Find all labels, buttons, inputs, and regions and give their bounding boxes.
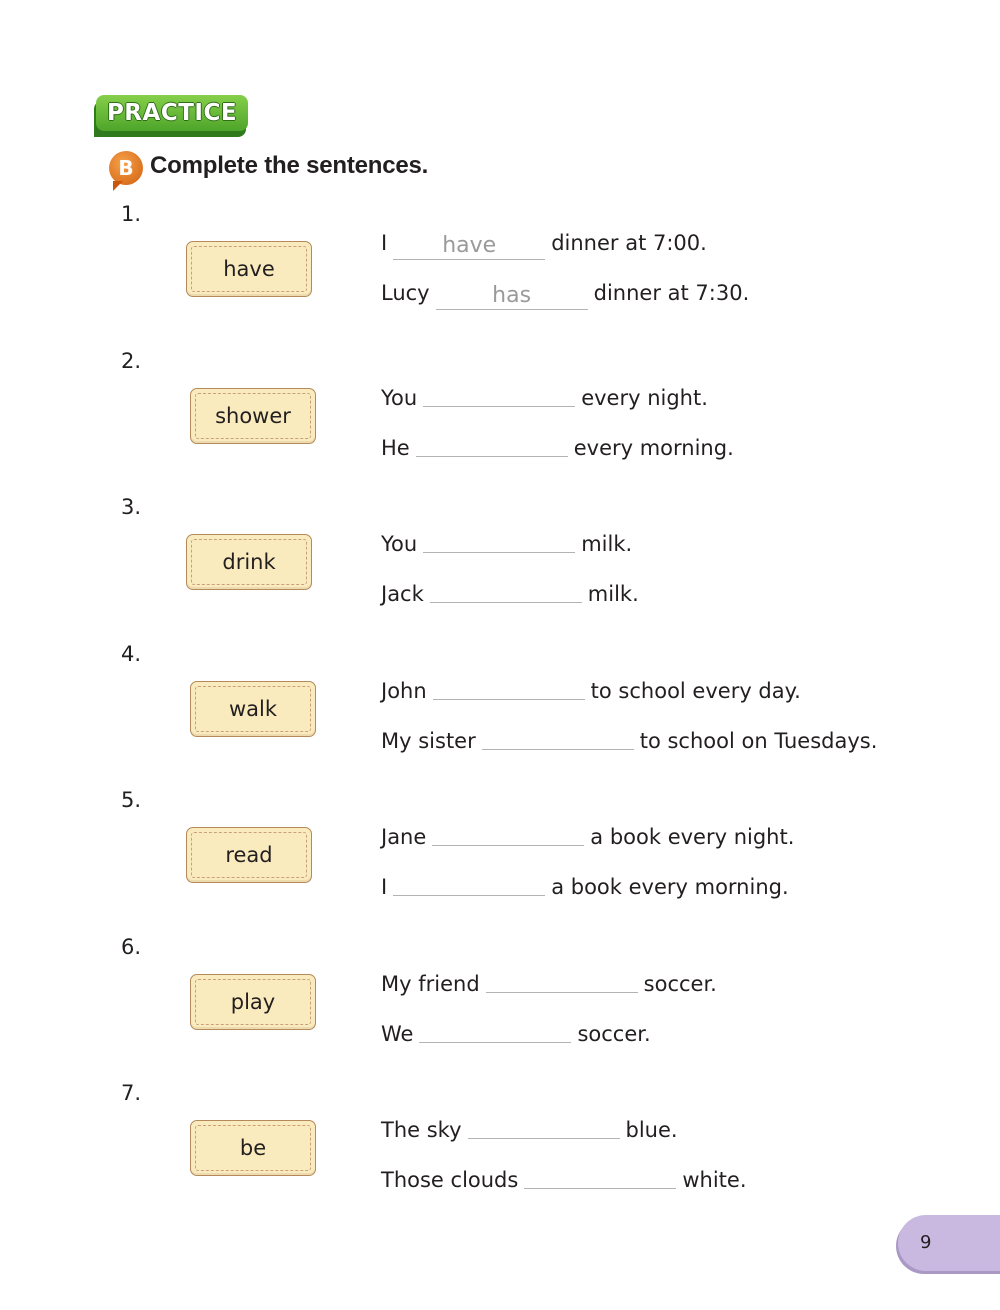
sentence-start: He — [381, 436, 410, 460]
practice-tab — [94, 95, 248, 135]
sentence-start: The sky — [381, 1118, 462, 1142]
sentence-start: Those clouds — [381, 1168, 519, 1192]
item-5-sentence-1 — [381, 817, 794, 849]
sentence-end: blue. — [625, 1118, 678, 1142]
sentence-end: milk. — [587, 582, 639, 606]
sentence-end: white. — [682, 1168, 747, 1192]
page-number-tab — [898, 1215, 1000, 1271]
answer-blank[interactable] — [524, 1162, 676, 1189]
sentence-start: You — [381, 386, 418, 410]
sentence-start: Jane — [381, 825, 427, 849]
sentence-start: Lucy — [381, 281, 430, 305]
sentence-start: My friend — [381, 972, 480, 996]
answer-blank[interactable] — [416, 430, 568, 457]
item-2-word: shower — [215, 404, 291, 428]
answer-blank[interactable] — [432, 819, 584, 846]
item-4-sentence-1 — [381, 671, 801, 703]
answer-blank[interactable] — [482, 723, 634, 750]
sentence-end: dinner at 7:00. — [551, 231, 707, 255]
sentence-end: soccer. — [577, 1022, 651, 1046]
answer-blank[interactable] — [423, 380, 575, 407]
item-5-word: read — [225, 843, 273, 867]
sentence-start: My sister — [381, 729, 476, 753]
item-3-sentence-1 — [381, 524, 632, 556]
item-1-sentence-2 — [381, 281, 749, 308]
item-4-word-box — [190, 681, 316, 737]
item-1-word-box — [186, 241, 312, 297]
sentence-start: We — [381, 1022, 414, 1046]
item-3-sentence-2 — [381, 574, 639, 606]
item-6-word-box — [190, 974, 316, 1030]
item-7-sentence-1 — [381, 1110, 678, 1142]
item-3-word-box — [186, 534, 312, 590]
sentence-start: I — [381, 875, 388, 899]
answer-blank[interactable] — [433, 673, 585, 700]
item-5-word-box — [186, 827, 312, 883]
item-1-word: have — [223, 257, 275, 281]
answer-blank[interactable] — [393, 869, 545, 896]
item-4-sentence-2 — [381, 721, 877, 753]
practice-label: PRACTICE — [96, 95, 248, 131]
item-6-number: 6. — [121, 935, 142, 959]
item-2-number: 2. — [121, 349, 142, 373]
item-1-number: 1. — [121, 202, 142, 226]
sentence-end: every night. — [581, 386, 708, 410]
answer-blank[interactable]: have — [393, 233, 545, 260]
sentence-end: dinner at 7:30. — [593, 281, 750, 305]
item-2-word-box — [190, 388, 316, 444]
item-2-sentence-1 — [381, 378, 708, 410]
answer-blank[interactable]: has — [436, 283, 588, 310]
answer-blank[interactable] — [486, 966, 638, 993]
item-3-number: 3. — [121, 495, 142, 519]
item-4-number: 4. — [121, 642, 142, 666]
sentence-start: Jack — [381, 582, 424, 606]
item-3-word: drink — [222, 550, 276, 574]
sentence-start: I — [381, 231, 388, 255]
item-5-number: 5. — [121, 788, 142, 812]
item-2-sentence-2 — [381, 428, 734, 460]
answer-blank[interactable] — [430, 576, 582, 603]
instruction-title: Complete the sentences. — [150, 152, 429, 179]
answer-blank[interactable] — [419, 1016, 571, 1043]
answer-blank[interactable] — [468, 1112, 620, 1139]
item-4-word: walk — [228, 697, 278, 721]
sentence-start: You — [381, 532, 418, 556]
sentence-end: a book every morning. — [551, 875, 789, 899]
page-number: 9 — [920, 1232, 932, 1253]
sentence-start: John — [381, 679, 427, 703]
sentence-end: to school on Tuesdays. — [639, 729, 878, 753]
section-b-badge: B — [109, 151, 143, 185]
item-7-word: be — [239, 1136, 267, 1160]
answer-blank[interactable] — [423, 526, 575, 553]
sentence-end: milk. — [581, 532, 633, 556]
item-6-sentence-1 — [381, 964, 717, 996]
sentence-end: a book every night. — [590, 825, 795, 849]
item-5-sentence-2 — [381, 867, 789, 899]
sentence-end: to school every day. — [590, 679, 801, 703]
item-7-word-box — [190, 1120, 316, 1176]
item-6-word: play — [230, 990, 276, 1014]
sentence-end: soccer. — [643, 972, 717, 996]
item-6-sentence-2 — [381, 1014, 651, 1046]
item-7-number: 7. — [121, 1081, 142, 1105]
sentence-end: every morning. — [573, 436, 734, 460]
item-7-sentence-2 — [381, 1160, 747, 1192]
item-1-sentence-1 — [381, 231, 707, 258]
